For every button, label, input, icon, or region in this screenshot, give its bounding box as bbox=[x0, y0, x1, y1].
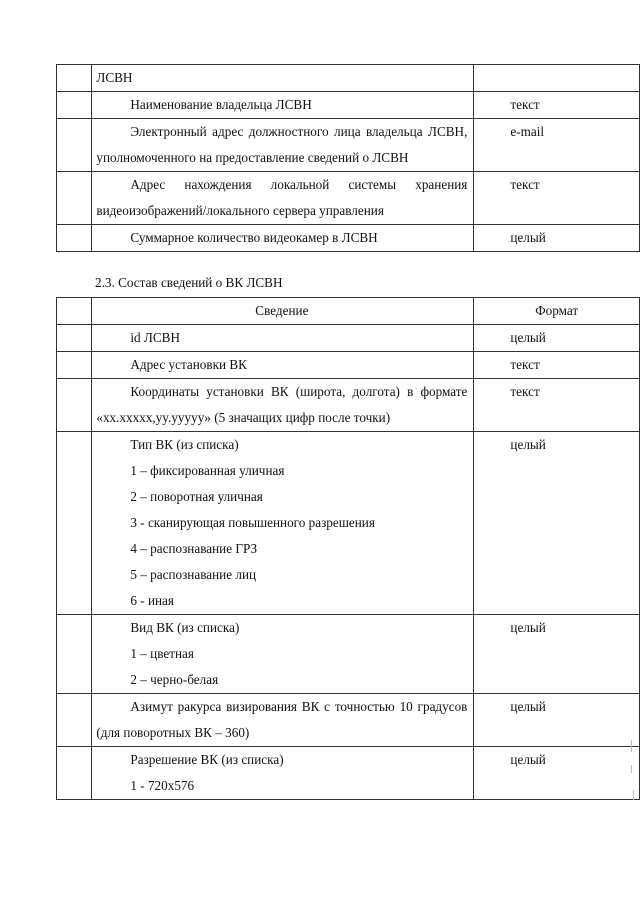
info-cell bbox=[92, 615, 474, 694]
format-cell: целый bbox=[474, 694, 640, 747]
list-item: 1 – цветная bbox=[130, 646, 194, 661]
list-item: 6 - иная bbox=[130, 593, 174, 608]
table-row bbox=[57, 352, 640, 379]
row-number-cell bbox=[57, 379, 92, 432]
info-cell: Азимут ракурса визирования ВК с точностью 10 градусов (для поворотных ВК – 360) bbox=[92, 694, 474, 747]
table-row bbox=[57, 747, 640, 800]
table-row bbox=[57, 615, 640, 694]
info-cell: Наименование владельца ЛСВН bbox=[92, 92, 474, 119]
info-cell: ЛСВН bbox=[92, 65, 474, 92]
info-cell: Суммарное количество видеокамер в ЛСВН bbox=[92, 225, 474, 252]
scan-mark bbox=[631, 765, 632, 773]
table-row bbox=[57, 92, 640, 119]
info-cell: Адрес установки ВК bbox=[92, 352, 474, 379]
row-number-cell bbox=[57, 325, 92, 352]
section-caption: 2.3. Состав сведений о ВК ЛСВН bbox=[95, 275, 283, 290]
row-number-cell bbox=[57, 172, 92, 225]
table-row bbox=[57, 379, 640, 432]
table-row bbox=[57, 325, 640, 352]
list-title: Вид ВК (из списка) bbox=[130, 620, 240, 635]
header-format: Формат bbox=[474, 298, 640, 325]
list-item: 2 – черно-белая bbox=[130, 672, 219, 687]
info-cell: Адрес нахождения локальной системы хранения видеоизображений/локального сервера управления bbox=[92, 172, 474, 225]
info-cell bbox=[92, 747, 474, 800]
list-title: Тип ВК (из списка) bbox=[130, 437, 239, 452]
row-number-cell bbox=[57, 92, 92, 119]
row-number-cell bbox=[57, 119, 92, 172]
table-row bbox=[57, 119, 640, 172]
row-number-cell bbox=[57, 298, 92, 325]
format-cell: e-mail bbox=[474, 119, 640, 172]
row-number-cell bbox=[57, 694, 92, 747]
info-cell: id ЛСВН bbox=[92, 325, 474, 352]
row-number-cell bbox=[57, 432, 92, 615]
table-row bbox=[57, 65, 640, 92]
scan-mark bbox=[633, 790, 634, 800]
scan-mark bbox=[631, 740, 632, 752]
list-item: 3 - сканирующая повышенного разрешения bbox=[130, 515, 375, 530]
vk-info-table bbox=[56, 297, 640, 800]
row-number-cell bbox=[57, 65, 92, 92]
format-cell: целый bbox=[474, 615, 640, 694]
format-cell: текст bbox=[474, 379, 640, 432]
format-cell: целый bbox=[474, 432, 640, 615]
format-cell: целый bbox=[474, 225, 640, 252]
format-cell: текст bbox=[474, 352, 640, 379]
info-cell bbox=[92, 432, 474, 615]
format-cell: целый bbox=[474, 747, 640, 800]
row-number-cell bbox=[57, 747, 92, 800]
lsvn-info-table bbox=[56, 64, 640, 252]
format-cell: текст bbox=[474, 92, 640, 119]
list-item: 1 – фиксированная уличная bbox=[130, 463, 285, 478]
list-title: Разрешение ВК (из списка) bbox=[130, 752, 284, 767]
info-cell: Электронный адрес должностного лица владельца ЛСВН, уполномоченного на предоставление сведений о ЛСВН bbox=[92, 119, 474, 172]
info-cell: Координаты установки ВК (широта, долгота) в формате «xx.xxxxx,yy.yyyyy» (5 значащих цифр после точки) bbox=[92, 379, 474, 432]
table-row bbox=[57, 225, 640, 252]
table-row bbox=[57, 172, 640, 225]
table-header-row bbox=[57, 298, 640, 325]
table-row bbox=[57, 432, 640, 615]
list-item: 4 – распознавание ГРЗ bbox=[130, 541, 258, 556]
list-item: 2 – поворотная уличная bbox=[130, 489, 263, 504]
list-item: 5 – распознавание лиц bbox=[130, 567, 257, 582]
row-number-cell bbox=[57, 225, 92, 252]
header-info: Сведение bbox=[92, 298, 474, 325]
list-item: 1 - 720x576 bbox=[130, 778, 195, 793]
format-cell: целый bbox=[474, 325, 640, 352]
row-number-cell bbox=[57, 352, 92, 379]
row-number-cell bbox=[57, 615, 92, 694]
format-cell: текст bbox=[474, 172, 640, 225]
table-row bbox=[57, 694, 640, 747]
format-cell bbox=[474, 65, 640, 92]
